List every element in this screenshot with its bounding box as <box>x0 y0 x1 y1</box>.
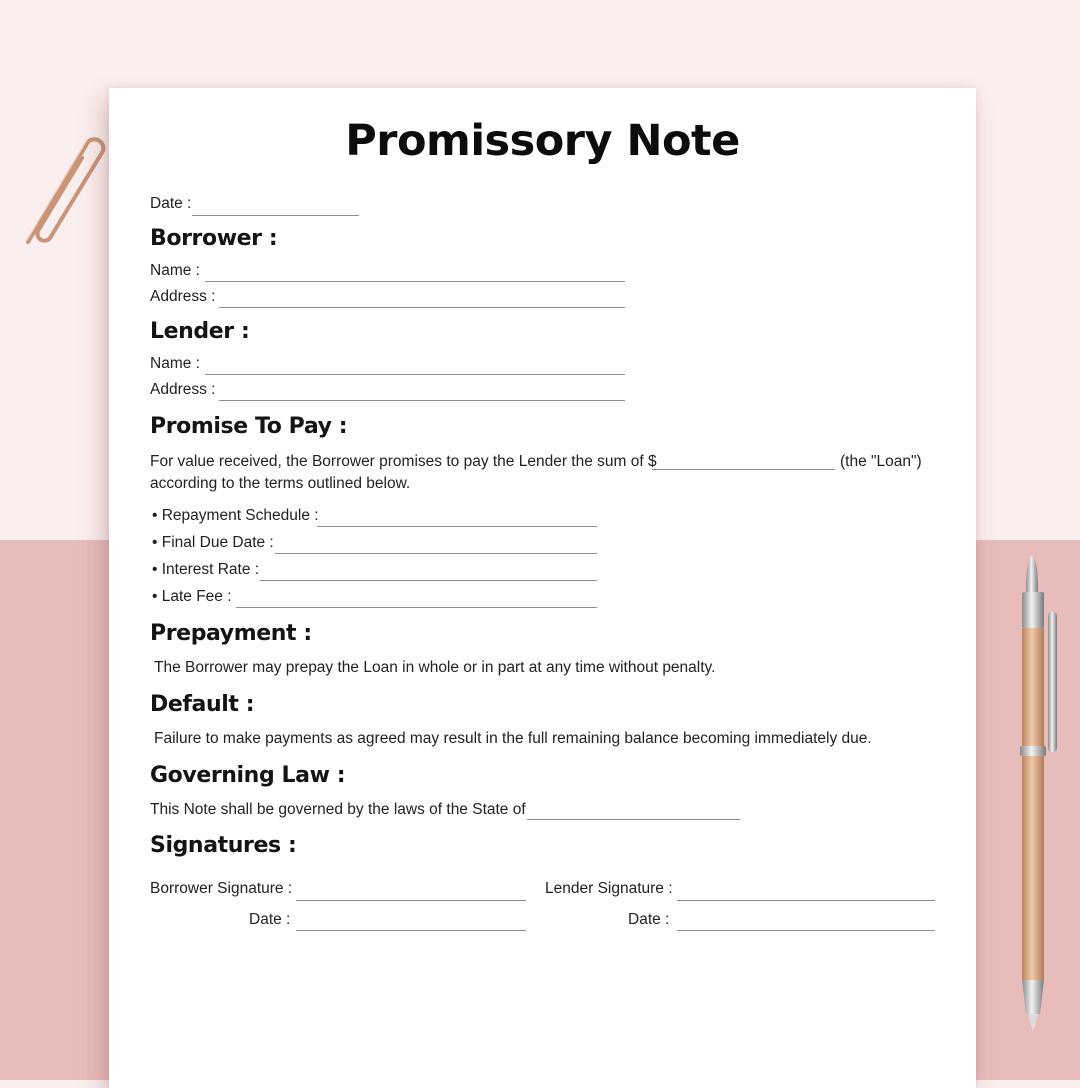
promise-heading: Promise To Pay : <box>150 414 348 439</box>
signatures-heading: Signatures : <box>150 833 297 858</box>
late-fee-label: • Late Fee : <box>152 588 232 605</box>
prepayment-text: The Borrower may prepay the Loan in whole or in part at any time without penalty. <box>154 659 716 676</box>
promise-text-after: (the "Loan") <box>840 453 922 470</box>
lender-address-label: Address : <box>150 381 216 398</box>
borrower-name-field[interactable] <box>205 281 625 282</box>
date-field[interactable] <box>192 215 359 216</box>
document-page <box>109 88 976 1088</box>
final-due-date-label: • Final Due Date : <box>152 534 274 551</box>
lender-signature-label: Lender Signature : <box>545 880 673 897</box>
document-title: Promissory Note <box>345 116 740 166</box>
borrower-signature-label: Borrower Signature : <box>150 880 293 897</box>
lender-date-label: Date : <box>628 911 670 928</box>
date-label: Date : <box>150 195 192 212</box>
default-heading: Default : <box>150 692 255 717</box>
borrower-address-field[interactable] <box>219 307 625 308</box>
borrower-name-label: Name : <box>150 262 200 279</box>
loan-amount-field[interactable] <box>652 469 835 470</box>
promise-text-line2: according to the terms outlined below. <box>150 475 411 492</box>
interest-rate-label: • Interest Rate : <box>152 561 260 578</box>
lender-address-field[interactable] <box>219 400 625 401</box>
prepayment-heading: Prepayment : <box>150 621 312 646</box>
borrower-signature-field[interactable] <box>296 900 526 901</box>
lender-name-field[interactable] <box>205 374 625 375</box>
borrower-heading: Borrower : <box>150 226 278 251</box>
borrower-date-label: Date : <box>249 911 291 928</box>
pen-icon <box>1012 552 1072 1037</box>
interest-rate-field[interactable] <box>260 580 597 581</box>
lender-date-field[interactable] <box>677 930 935 931</box>
paperclip-icon <box>10 130 110 250</box>
default-text: Failure to make payments as agreed may result in the full remaining balance becoming immediately due. <box>154 730 872 747</box>
promise-text-before: For value received, the Borrower promises to pay the Lender the sum of $ <box>150 453 657 470</box>
borrower-date-field[interactable] <box>296 930 526 931</box>
late-fee-field[interactable] <box>236 607 597 608</box>
lender-signature-field[interactable] <box>677 900 935 901</box>
final-due-date-field[interactable] <box>275 553 597 554</box>
governing-law-text: This Note shall be governed by the laws of the State of <box>150 801 526 818</box>
state-field[interactable] <box>527 819 740 820</box>
governing-law-heading: Governing Law : <box>150 763 346 788</box>
repayment-schedule-field[interactable] <box>317 526 597 527</box>
borrower-address-label: Address : <box>150 288 216 305</box>
lender-heading: Lender : <box>150 319 250 344</box>
lender-name-label: Name : <box>150 355 200 372</box>
repayment-schedule-label: • Repayment Schedule : <box>152 507 319 524</box>
